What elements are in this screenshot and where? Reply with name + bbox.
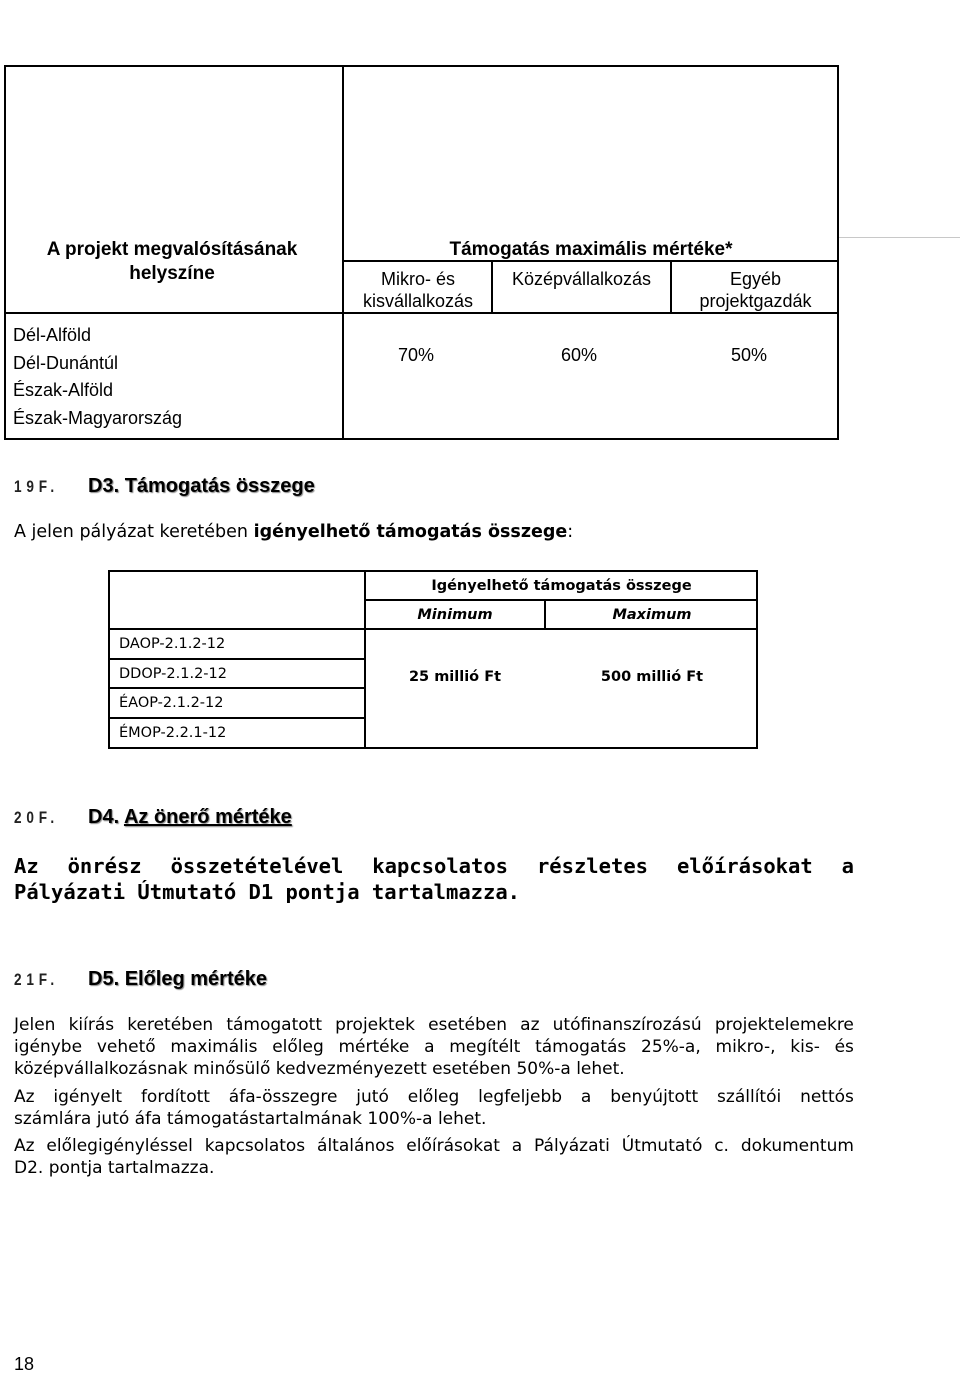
rate-micro-small: 70% xyxy=(398,345,435,365)
location-column-header: A projekt megvalósításának helyszíne xyxy=(46,239,298,284)
list-item: Észak-Magyarország xyxy=(13,407,183,428)
table-divider xyxy=(108,658,365,660)
program-code: ÉAOP-2.1.2-12 xyxy=(119,695,224,711)
program-code: ÉMOP-2.2.1-12 xyxy=(119,725,227,741)
section-number: 21F. xyxy=(14,970,59,989)
program-code: DAOP-2.1.2-12 xyxy=(119,636,226,652)
column-header-micro-small: Mikro- és kisvállalkozás xyxy=(362,269,474,311)
section-heading-d5 xyxy=(14,968,267,991)
rate-other: 50% xyxy=(731,345,768,365)
section-code: D3. xyxy=(88,475,120,497)
table-divider xyxy=(4,312,839,314)
rate-medium: 60% xyxy=(561,345,598,365)
maximum-header: Maximum xyxy=(612,607,692,623)
max-support-header: Támogatás maximális mértéke* xyxy=(449,239,733,260)
section-heading-d4 xyxy=(14,806,292,829)
list-item: Észak-Alföld xyxy=(13,380,114,400)
list-item: Dél-Alföld xyxy=(13,325,92,345)
region-list xyxy=(13,322,182,432)
column-header-medium: Középvállalkozás xyxy=(511,269,652,289)
intro-text: A jelen pályázat keretében igényelhető támogatás összege: xyxy=(14,522,574,542)
list-item: Dél-Dunántúl xyxy=(13,352,119,373)
column-header-other: Egyéb projektgazdák xyxy=(699,269,812,311)
d5-paragraph-3: Az előlegigényléssel kapcsolatos általános előírásokat a Pályázati Útmutató c. dokumentum D2. pontja tartalmazza. xyxy=(14,1136,854,1178)
section-number: 20F. xyxy=(14,808,59,827)
amount-header: Igényelhető támogatás összege xyxy=(431,578,692,594)
section-number: 19F. xyxy=(14,477,59,496)
minimum-header: Minimum xyxy=(417,607,493,623)
table-divider xyxy=(108,628,758,630)
d5-paragraph-1: Jelen kiírás keretében támogatott projektek esetében az utófinanszírozású projektelemekre igénybe vehető maximális előleg mértéke a megítélt támogatás 25%-a, mikro-, kis- és középvállalkozásnak minősülő kedvezményezett esetében 50%-a lehet. xyxy=(14,1015,854,1079)
table-divider xyxy=(365,599,758,601)
section-code: D5. xyxy=(88,968,120,990)
maximum-value: 500 millió Ft xyxy=(600,669,704,685)
section-title: Az önerő mértéke xyxy=(123,806,292,828)
section-heading-d3 xyxy=(14,475,315,498)
table-divider xyxy=(108,717,365,719)
section-title: Előleg mértéke xyxy=(124,968,267,990)
minimum-value: 25 millió Ft xyxy=(408,669,502,685)
page-number: 18 xyxy=(14,1354,35,1374)
table-divider xyxy=(839,237,960,238)
table-divider xyxy=(108,687,365,689)
program-code: DDOP-2.1.2-12 xyxy=(119,666,227,682)
section-title: Támogatás összege xyxy=(124,475,315,497)
d5-paragraph-2: Az igényelt fordított áfa-összegre jutó előleg legfeljebb a benyújtott szállítói nettós számlára jutó áfa támogatástartalmának 100%-a lehet. xyxy=(14,1087,854,1129)
section-code: D4. xyxy=(88,806,120,828)
d4-paragraph: Az önrész összetételével kapcsolatos részletes előírásokat a Pályázati Útmutató D1 pontja tartalmazza. xyxy=(14,854,854,904)
